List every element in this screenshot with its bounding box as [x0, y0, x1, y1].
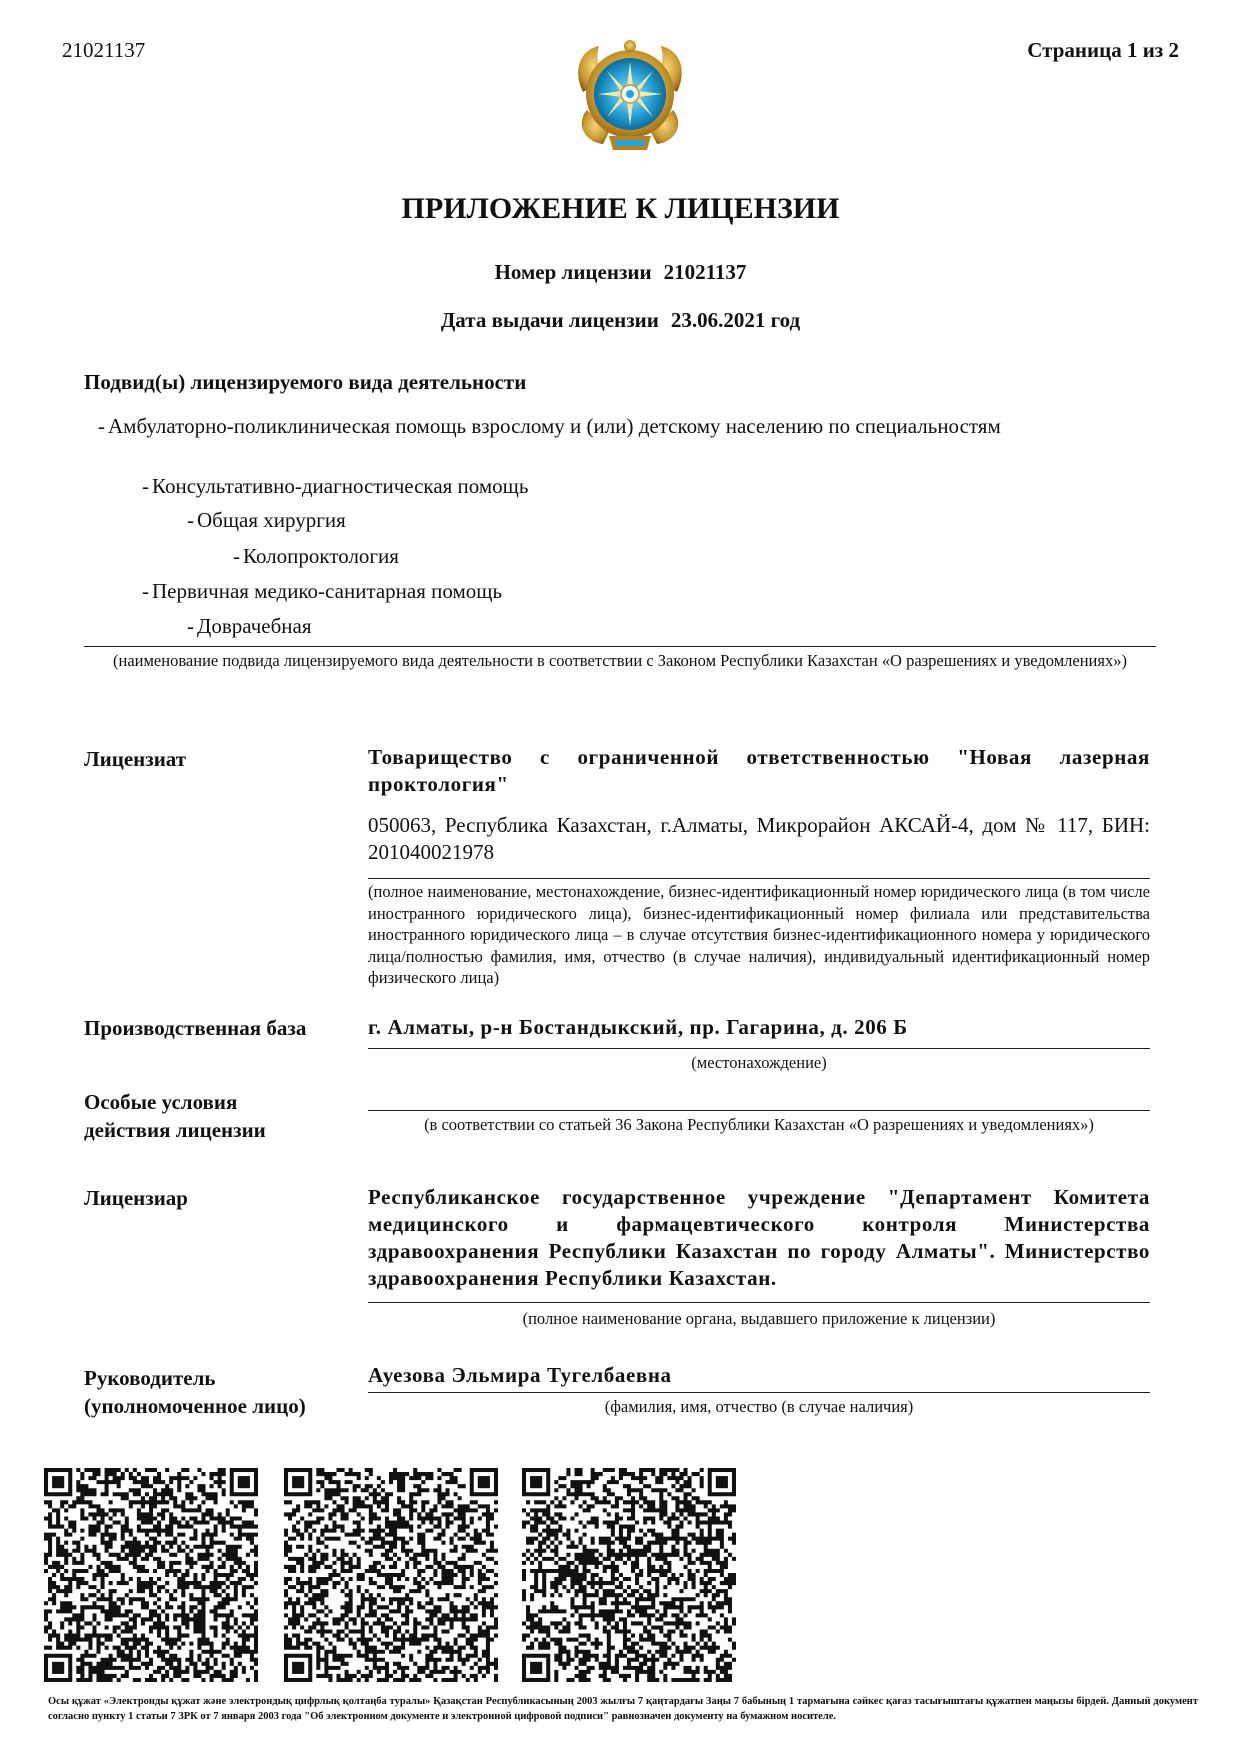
qr-code-icon: [522, 1468, 736, 1682]
activity-item: - Колопроктология: [233, 544, 399, 568]
licensor-value: Республиканское государственное учреждение "Департамент Комитета медицинского и фармацевтического контроля Министерства здравоохранения Республики Казахстан по городу Алматы". Министерство здравоохранения Республики Казахстан.: [368, 1185, 1150, 1290]
activity-item: - Амбулаторно-поликлиническая помощь взрослому и (или) детскому населению по специальностям: [98, 414, 1001, 438]
production-base-value: г. Алматы, р-н Бостандыкский, пр. Гагарина, д. 206 Б: [368, 1015, 908, 1039]
page-indicator: Страница 1 из 2: [1027, 38, 1179, 62]
activity-item: - Общая хирургия: [187, 508, 346, 532]
licensee-label: Лицензиат: [84, 747, 187, 771]
issue-date-label: Дата выдачи лицензии: [440, 308, 659, 332]
special-conditions-rule: [368, 1110, 1150, 1111]
activity-item: - Консультативно-диагностическая помощь: [142, 474, 529, 498]
issue-date-line: [0, 308, 1241, 333]
activity-item: - Доврачебная: [187, 614, 312, 638]
production-base-label: Производственная база: [84, 1016, 307, 1040]
page-title: ПРИЛОЖЕНИЕ К ЛИЦЕНЗИИ: [401, 192, 840, 225]
qr-code-icon: [44, 1468, 258, 1682]
licensee-address: 050063, Республика Казахстан, г.Алматы, Микрорайон АКСАЙ-4, дом № 117, БИН: 201040021978: [368, 813, 1150, 864]
special-conditions-label: Особые условия действия лицензии: [84, 1090, 266, 1142]
license-number-value: 21021137: [663, 260, 747, 284]
license-number-label: Номер лицензии: [494, 260, 652, 284]
document-number: 21021137: [62, 38, 146, 62]
licensee-caption: (полное наименование, местонахождение, бизнес-идентификационный номер юридического лица (в том числе иностранного юридического лица), бизнес-идентификационный номер филиала или представительства иностранного юридического лица – в случае отсутствия бизнес-идентификационного номера у юридического лица/полностью фамилия, имя, отчество (в случае наличия), индивидуальный идентификационный номер физического лица): [368, 882, 1150, 987]
production-base-caption: (местонахождение): [691, 1053, 827, 1072]
licensor-label: Лицензиар: [84, 1186, 188, 1210]
head-label: Руководитель (уполномоченное лицо): [84, 1366, 306, 1418]
subtypes-caption: (наименование подвида лицензируемого вида деятельности в соответствии с Законом Республики Казахстан «О разрешениях и уведомлениях»): [113, 651, 1127, 670]
head-value: Ауезова Эльмира Тугелбаевна: [368, 1363, 672, 1387]
footer-legal-note: Осы құжат «Электронды құжат және электрондық цифрлық қолтаңба туралы» Қазақстан Республикасының 2003 жылғы 7 қаңтардағы Заңы 7 бабының 1 тармағына сәйкес қағаз тасығыштағы құжатпен маңызы бірдей. Данный документ согласно пункту 1 статьи 7 ЗРК от 7 января 2003 года "Об электронном документе и электронной цифровой подписи" равнозначен документу на бумажном носителе.: [48, 1696, 1198, 1722]
activity-item: - Первичная медико-санитарная помощь: [142, 579, 503, 603]
subtypes-rule: [84, 646, 1156, 647]
qr-code-icon: [284, 1468, 498, 1682]
head-caption: (фамилия, имя, отчество (в случае наличия): [604, 1397, 914, 1416]
licensor-rule: [368, 1302, 1150, 1303]
subtypes-heading: Подвид(ы) лицензируемого вида деятельности: [84, 370, 527, 394]
special-conditions-caption: (в соответствии со статьей 36 Закона Республики Казахстан «О разрешениях и уведомлениях»): [424, 1115, 1094, 1134]
licensor-caption: (полное наименование органа, выдавшего приложение к лицензии): [522, 1309, 996, 1328]
issue-date-value: 23.06.2021 год: [670, 308, 801, 332]
head-rule: [368, 1392, 1150, 1393]
production-base-rule: [368, 1048, 1150, 1049]
licensee-rule: [368, 878, 1150, 879]
state-emblem-icon: [565, 32, 695, 162]
license-number-line: [0, 260, 1241, 285]
licensee-name: Товарищество с ограниченной ответственностью "Новая лазерная проктология": [368, 745, 1150, 796]
